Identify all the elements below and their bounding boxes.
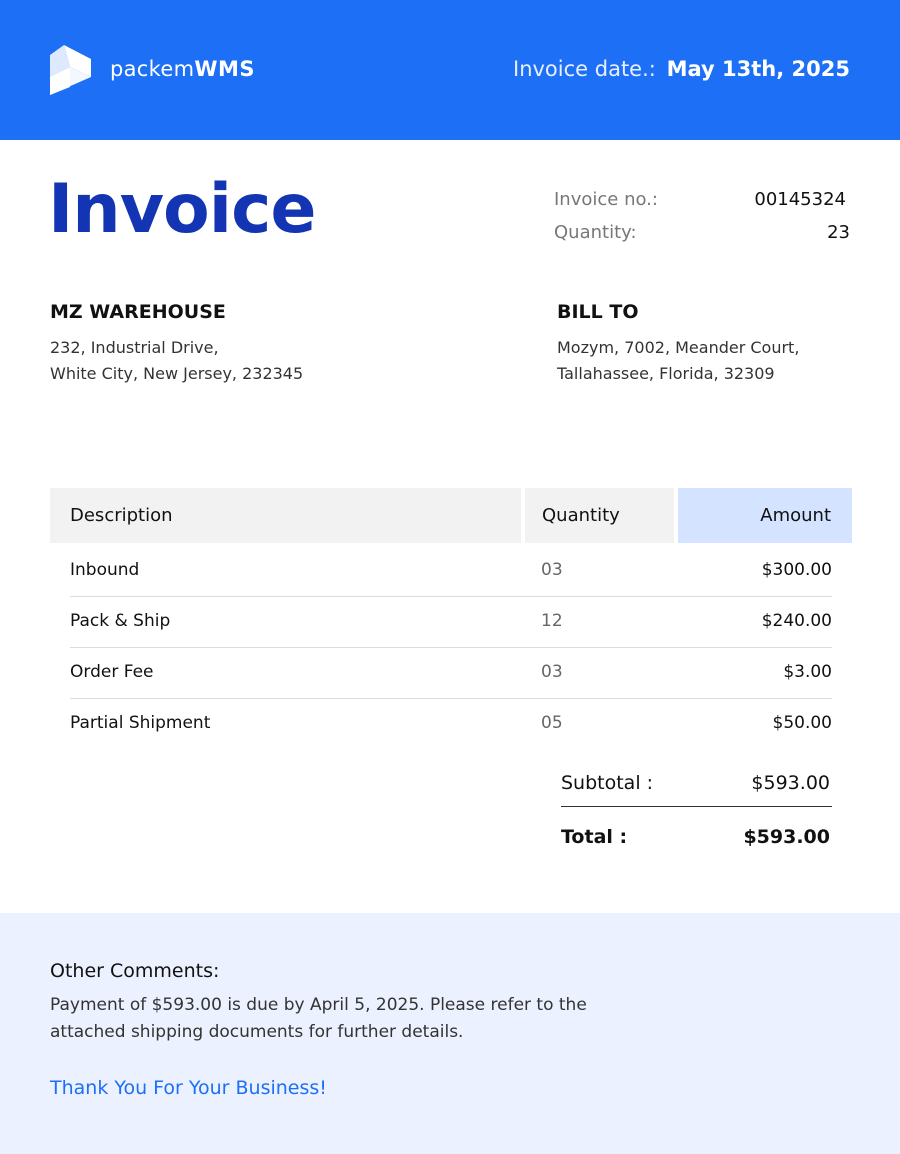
table-row-quantity: 03 [541,662,563,682]
row-divider [70,647,832,648]
quantity-value: 23 [827,222,850,243]
comments-title: Other Comments: [50,960,220,982]
row-divider [70,698,832,699]
totals-divider [561,806,832,807]
bill-to-title: BILL TO [557,301,639,323]
table-row-amount: $50.00 [772,713,832,733]
brand-name-bold: WMS [194,57,256,81]
table-header-description: Description [50,488,521,543]
subtotal-label: Subtotal : [561,772,654,794]
bill-to-address-line: Tallahassee, Florida, 32309 [557,364,775,383]
thank-you-message: Thank You For Your Business! [50,1077,327,1099]
invoice-date-value: May 13th, 2025 [666,57,850,81]
brand-name [110,57,255,81]
table-row-amount: $3.00 [783,662,832,682]
total-value: $593.00 [743,826,830,848]
invoice-no-value: 00145324 [754,189,846,210]
quantity-label: Quantity: [554,222,637,243]
header-bar [0,0,900,140]
invoice-date-label: Invoice date.: [513,57,656,81]
table-header-amount: Amount [678,488,852,543]
total-label: Total : [561,826,628,848]
table-row-amount: $240.00 [761,611,832,631]
table-row-description: Order Fee [70,662,154,682]
subtotal-value: $593.00 [751,772,830,794]
page-title: Invoice [48,170,316,249]
row-divider [70,596,832,597]
table-row-amount: $300.00 [761,560,832,580]
table-row-quantity: 05 [541,713,563,733]
table-row-description: Inbound [70,560,140,580]
table-row-quantity: 12 [541,611,563,631]
brand-name-light: packem [110,57,195,81]
logo-cube-icon [50,45,91,95]
table-row-quantity: 03 [541,560,563,580]
from-address-line: White City, New Jersey, 232345 [50,364,304,383]
comments-text: Payment of $593.00 is due by April 5, 2025. Please refer to the [50,995,587,1015]
bill-to-address-line: Mozym, 7002, Meander Court, [557,338,800,357]
table-row-description: Pack & Ship [70,611,171,631]
from-title: MZ WAREHOUSE [50,301,226,323]
table-row-description: Partial Shipment [70,713,211,733]
invoice-no-label: Invoice no.: [554,189,658,210]
table-header-quantity: Quantity [525,488,674,543]
from-address-line: 232, Industrial Drive, [50,338,219,357]
comments-text: attached shipping documents for further details. [50,1022,464,1042]
